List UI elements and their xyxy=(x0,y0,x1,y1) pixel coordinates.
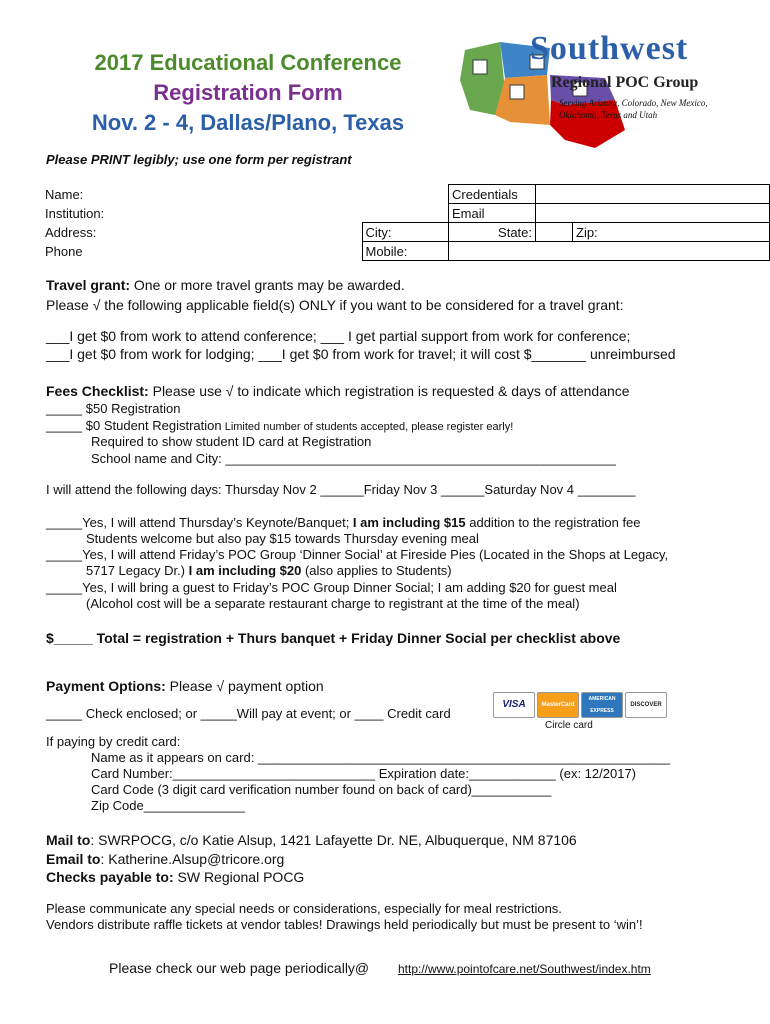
mobile-field[interactable] xyxy=(449,242,770,261)
student-banquet-note: Students welcome but also pay $15 towards Thursday evening meal xyxy=(86,531,479,546)
website-link[interactable]: http://www.pointofcare.net/Southwest/index.htm xyxy=(398,962,651,976)
american-express-card-icon[interactable]: AMERICAN EXPRESS xyxy=(581,692,623,718)
print-instructions: Please PRINT legibly; use one form per registrant xyxy=(46,152,352,167)
school-name-field[interactable]: School name and City: ______________________________________________________ xyxy=(91,451,616,466)
card-number-field[interactable]: Card Number:____________________________ Expiration date:____________ (ex: 12/2017) xyxy=(91,766,636,781)
visa-card-icon[interactable]: VISA xyxy=(493,692,535,718)
thursday-banquet-option[interactable]: _____Yes, I will attend Thursday’s Keynote/Banquet; I am including $15 addition to the registration fee xyxy=(46,515,641,530)
student-id-requirement: Required to show student ID card at Registration xyxy=(91,434,372,449)
zip-code-field[interactable]: Zip Code______________ xyxy=(91,798,245,813)
travel-grant-line-2[interactable]: ___I get $0 from work for lodging; ___I get $0 from work for travel; it will cost $_______ unreimbursed xyxy=(46,346,676,362)
logo-serving: Serving Arizona, Colorado, New Mexico, xyxy=(559,98,708,108)
card-code-field[interactable]: Card Code (3 digit card verification number found on back of card)___________ xyxy=(91,782,552,797)
raffle-note: Vendors distribute raffle tickets at vendor tables! Drawings held periodically but must be present to ‘win’! xyxy=(46,917,643,932)
city-label[interactable]: City: xyxy=(362,223,449,242)
travel-grant-instruction: Please √ the following applicable field(s) ONLY if you want to be considered for a travel grant: xyxy=(46,297,624,313)
fee-student-registration[interactable]: _____ $0 Student Registration Limited number of students accepted, please register early! xyxy=(46,418,514,433)
email-label: Email xyxy=(449,204,536,223)
fees-heading: Fees Checklist: Please use √ to indicate which registration is requested & days of attendance xyxy=(46,383,630,399)
state-label[interactable]: State: xyxy=(449,223,536,242)
total-line[interactable]: $_____ Total = registration + Thurs banquet + Friday Dinner Social per checklist above xyxy=(46,630,621,646)
credentials-field[interactable] xyxy=(536,185,770,204)
logo-group: Regional POC Group xyxy=(551,74,699,91)
travel-grant-line-1[interactable]: ___I get $0 from work to attend conference; ___ I get partial support from work for conference; xyxy=(46,328,631,344)
payment-options-line[interactable]: _____ Check enclosed; or _____Will pay at event; or ____ Credit card xyxy=(46,706,451,721)
logo-southwest: Southwest xyxy=(530,30,689,67)
name-label: Name: xyxy=(45,186,84,202)
footer-text: Please check our web page periodically@ xyxy=(109,960,370,976)
special-needs-note: Please communicate any special needs or considerations, especially for meal restrictions. xyxy=(46,901,562,916)
phone-label: Phone xyxy=(45,243,83,259)
checks-payable: Checks payable to: SW Regional POCG xyxy=(46,869,305,885)
credit-card-heading: If paying by credit card: xyxy=(46,734,181,749)
institution-label: Institution: xyxy=(45,205,105,221)
discover-card-icon[interactable]: DISCOVER xyxy=(625,692,667,718)
credentials-label: Credentials xyxy=(449,185,536,204)
southwest-logo xyxy=(455,30,725,150)
attendance-days[interactable]: I will attend the following days: Thursday Nov 2 ______Friday Nov 3 ______Saturday Nov 4 ________ xyxy=(46,482,636,497)
circle-card-note: Circle card xyxy=(545,720,593,731)
registrant-info-table xyxy=(42,184,770,261)
alcohol-note: (Alcohol cost will be a separate restaurant charge to registrant at the time of the meal) xyxy=(86,596,580,611)
title-dates: Nov. 2 - 4, Dallas/Plano, Texas xyxy=(91,110,405,135)
mail-to: Mail to: SWRPOCG, c/o Katie Alsup, 1421 Lafayette Dr. NE, Albuquerque, NM 87106 xyxy=(46,832,577,848)
email-to: Email to: Katherine.Alsup@tricore.org xyxy=(46,851,285,867)
title-conference: 2017 Educational Conference xyxy=(94,50,402,75)
logo-serving-2: Oklahoma, Texas and Utah xyxy=(559,110,658,120)
mastercard-card-icon[interactable]: MasterCard xyxy=(537,692,579,718)
address-label: Address: xyxy=(45,224,97,240)
mobile-label[interactable]: Mobile: xyxy=(362,242,449,261)
payment-heading: Payment Options: Please √ payment option xyxy=(46,678,324,694)
guest-meal-option[interactable]: _____Yes, I will bring a guest to Friday’s POC Group Dinner Social; I am adding $20 for guest meal xyxy=(46,580,617,595)
fee-regular-registration[interactable]: _____ $50 Registration xyxy=(46,401,181,416)
title-registration: Registration Form xyxy=(153,80,343,105)
friday-dinner-option[interactable]: _____Yes, I will attend Friday’s POC Group ‘Dinner Social’ at Fireside Pies (Located in the Shops at Legacy, xyxy=(46,547,669,562)
zip-label[interactable]: Zip: xyxy=(573,223,770,242)
email-field[interactable] xyxy=(536,204,770,223)
friday-dinner-note: 5717 Legacy Dr.) I am including $20 (also applies to Students) xyxy=(86,563,452,578)
travel-grant-heading: Travel grant: One or more travel grants may be awarded. xyxy=(46,277,405,293)
cardholder-name-field[interactable]: Name as it appears on card: _________________________________________________________ xyxy=(91,750,671,765)
